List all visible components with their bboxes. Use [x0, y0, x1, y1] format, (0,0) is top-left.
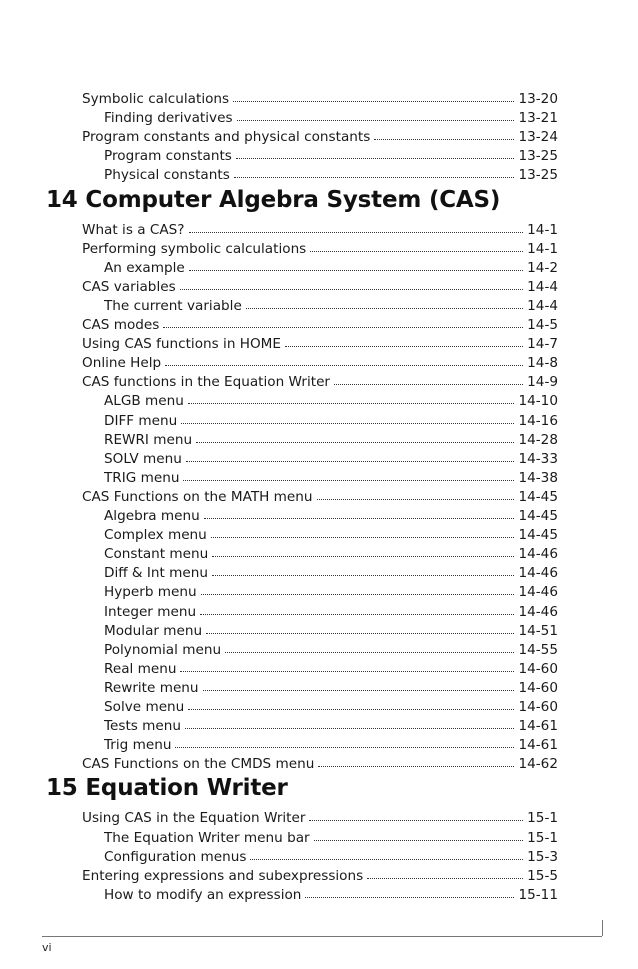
toc-entry[interactable] [82, 127, 558, 147]
entry-page-number: 14-45 [518, 527, 558, 544]
entry-page-number: 14-46 [518, 603, 558, 620]
entry-page-number: 14-61 [518, 718, 558, 735]
entry-title: Symbolic calculations [82, 91, 230, 107]
entry-page-number: 14-46 [518, 546, 558, 563]
entry-page-number: 15-11 [518, 886, 558, 903]
entry-page-number: 15-1 [527, 829, 558, 846]
entry-title: Polynomial menu [104, 641, 222, 658]
dot-leader [185, 727, 514, 729]
toc-subentry[interactable] [104, 621, 558, 641]
dot-leader [225, 651, 514, 653]
toc-subentry[interactable] [104, 640, 558, 660]
entry-page-number: 14-4 [527, 297, 558, 314]
entry-title: Rewrite menu [104, 679, 199, 696]
entry-title: Configuration menus [104, 848, 247, 865]
entry-title: An example [104, 259, 185, 276]
entry-title: Online Help [82, 355, 162, 372]
entry-page-number: 14-9 [527, 374, 558, 391]
entry-page-number: 13-20 [518, 91, 558, 107]
dot-leader [206, 632, 514, 634]
entry-title: Performing symbolic calculations [82, 240, 307, 257]
chapter-heading[interactable]: 14 Computer Algebra System (CAS) [46, 186, 501, 213]
dot-leader [246, 307, 523, 309]
dot-leader [189, 269, 523, 271]
dot-leader [196, 441, 514, 443]
dot-leader [188, 708, 514, 710]
toc-entry[interactable] [82, 866, 558, 886]
dot-leader [212, 574, 515, 576]
toc-subentry[interactable] [104, 146, 558, 166]
entry-title: Diff & Int menu [104, 565, 208, 582]
entry-page-number: 14-61 [518, 737, 558, 754]
dot-leader [186, 460, 515, 462]
entry-title: Finding derivatives [104, 110, 233, 127]
entry-title: Using CAS in the Equation Writer [82, 810, 306, 827]
footer-rule [42, 936, 602, 937]
dot-leader [189, 231, 524, 233]
toc-entry[interactable] [82, 220, 558, 240]
entry-title: REWRI menu [104, 431, 193, 448]
dot-leader [310, 250, 523, 252]
entry-page-number: 14-62 [518, 756, 558, 773]
dot-leader [309, 819, 523, 821]
entry-page-number: 13-24 [518, 129, 558, 146]
toc-entry[interactable] [82, 334, 558, 354]
entry-page-number: 14-16 [518, 412, 558, 429]
entry-page-number: 14-2 [527, 259, 558, 276]
entry-page-number: 15-5 [527, 867, 558, 884]
dot-leader [318, 765, 514, 767]
dot-leader [237, 119, 515, 121]
entry-page-number: 14-46 [518, 565, 558, 582]
entry-title: Using CAS functions in HOME [82, 336, 282, 353]
entry-title: Tests menu [104, 718, 182, 735]
toc-subentry[interactable] [104, 659, 558, 679]
toc-subentry[interactable] [104, 296, 558, 316]
toc-subentry[interactable] [104, 847, 558, 867]
dot-leader [200, 613, 514, 615]
entry-page-number: 14-8 [527, 355, 558, 372]
toc-subentry[interactable] [104, 697, 558, 717]
dot-leader [163, 326, 523, 328]
dot-leader [188, 402, 515, 404]
dot-leader [180, 288, 523, 290]
toc-subentry[interactable] [104, 602, 558, 622]
dot-leader [233, 100, 514, 102]
dot-leader [250, 858, 523, 860]
entry-title: Algebra menu [104, 508, 200, 524]
dot-leader [236, 157, 515, 159]
entry-page-number: 15-1 [527, 810, 558, 827]
entry-page-number: 14-45 [518, 508, 558, 524]
dot-leader [203, 689, 515, 691]
dot-leader [367, 877, 523, 879]
dot-leader [180, 670, 514, 672]
toc-entry[interactable] [82, 89, 558, 109]
entry-page-number: 14-10 [518, 393, 558, 410]
toc-entry[interactable] [82, 277, 558, 297]
entry-title: Complex menu [104, 527, 207, 544]
toc-subentry[interactable] [104, 582, 558, 602]
dot-leader [212, 555, 514, 557]
dot-leader [204, 517, 515, 519]
dot-leader [285, 345, 523, 347]
entry-title: TRIG menu [104, 469, 180, 486]
dot-leader [183, 479, 514, 481]
entry-title: SOLV menu [104, 450, 182, 467]
entry-title: Program constants and physical constants [82, 129, 371, 146]
entry-title: CAS Functions on the CMDS menu [82, 756, 315, 773]
chapter-heading[interactable]: 15 Equation Writer [46, 775, 288, 802]
toc-subentry[interactable] [104, 258, 558, 278]
entry-page-number: 14-5 [527, 317, 558, 333]
dot-leader [317, 498, 515, 500]
entry-title: The current variable [104, 297, 242, 314]
entry-page-number: 14-45 [518, 488, 558, 505]
entry-page-number: 13-25 [518, 148, 558, 165]
toc-subentry[interactable] [104, 468, 558, 488]
entry-page-number: 14-1 [527, 221, 558, 238]
toc-subentry[interactable] [104, 716, 558, 736]
entry-page-number: 14-4 [527, 278, 558, 295]
toc-entry[interactable] [82, 315, 558, 335]
toc-subentry[interactable] [104, 828, 558, 848]
toc-entry[interactable] [82, 808, 558, 828]
toc-entry[interactable] [82, 239, 558, 259]
dot-leader [314, 839, 524, 841]
entry-page-number: 15-3 [527, 848, 558, 865]
toc-subentry[interactable] [104, 430, 558, 450]
dot-leader [211, 536, 515, 538]
entry-page-number: 14-60 [518, 660, 558, 677]
entry-page-number: 14-33 [518, 450, 558, 467]
dot-leader [201, 593, 515, 595]
dot-leader [181, 422, 514, 424]
entry-title: CAS functions in the Equation Writer [82, 374, 331, 391]
toc-subentry[interactable] [104, 449, 558, 469]
dot-leader [234, 176, 515, 178]
toc-subentry[interactable] [104, 525, 558, 545]
dot-leader [374, 138, 514, 140]
entry-title: Constant menu [104, 546, 209, 563]
entry-page-number: 14-51 [518, 622, 558, 639]
dot-leader [305, 896, 514, 898]
toc-subentry[interactable] [104, 108, 558, 128]
entry-page-number: 14-46 [518, 584, 558, 601]
entry-title: The Equation Writer menu bar [104, 829, 310, 846]
toc-subentry[interactable] [104, 391, 558, 411]
page-number: vi [42, 941, 52, 954]
toc-subentry[interactable] [104, 678, 558, 698]
entry-title: Real menu [104, 660, 177, 677]
entry-page-number: 13-21 [518, 110, 558, 127]
entry-page-number: 14-55 [518, 641, 558, 658]
entry-page-number: 14-28 [518, 431, 558, 448]
entry-title: What is a CAS? [82, 221, 185, 238]
toc-subentry[interactable] [104, 506, 558, 526]
toc-entry[interactable] [82, 353, 558, 373]
entry-title: CAS variables [82, 278, 176, 295]
dot-leader [334, 383, 523, 385]
toc-subentry[interactable] [104, 411, 558, 431]
entry-title: Hyperb menu [104, 584, 197, 601]
toc-entry[interactable] [82, 372, 558, 392]
entry-title: Entering expressions and subexpressions [82, 867, 364, 884]
entry-title: ALGB menu [104, 393, 184, 410]
entry-title: CAS Functions on the MATH menu [82, 488, 313, 505]
entry-page-number: 14-60 [518, 699, 558, 715]
toc-subentry[interactable] [104, 735, 558, 755]
entry-title: Solve menu [104, 699, 185, 715]
entry-page-number: 14-1 [527, 240, 558, 257]
entry-title: Program constants [104, 148, 232, 165]
entry-title: How to modify an expression [104, 886, 302, 903]
entry-title: CAS modes [82, 317, 160, 333]
entry-title: Modular menu [104, 622, 203, 639]
entry-page-number: 14-60 [518, 679, 558, 696]
dot-leader [175, 746, 514, 748]
toc-subentry[interactable] [104, 544, 558, 564]
entry-title: Physical constants [104, 167, 230, 184]
entry-page-number: 14-7 [527, 336, 558, 353]
toc-entry[interactable] [82, 754, 558, 774]
dot-leader [165, 364, 523, 366]
entry-page-number: 14-38 [518, 469, 558, 486]
entry-title: DIFF menu [104, 412, 178, 429]
toc-subentry[interactable] [104, 165, 558, 185]
entry-title: Trig menu [104, 737, 172, 754]
footer-rule-tick [602, 920, 603, 936]
toc-subentry[interactable] [104, 885, 558, 905]
entry-title: Integer menu [104, 603, 197, 620]
toc-subentry[interactable] [104, 563, 558, 583]
entry-page-number: 13-25 [518, 167, 558, 184]
toc-entry[interactable] [82, 487, 558, 507]
